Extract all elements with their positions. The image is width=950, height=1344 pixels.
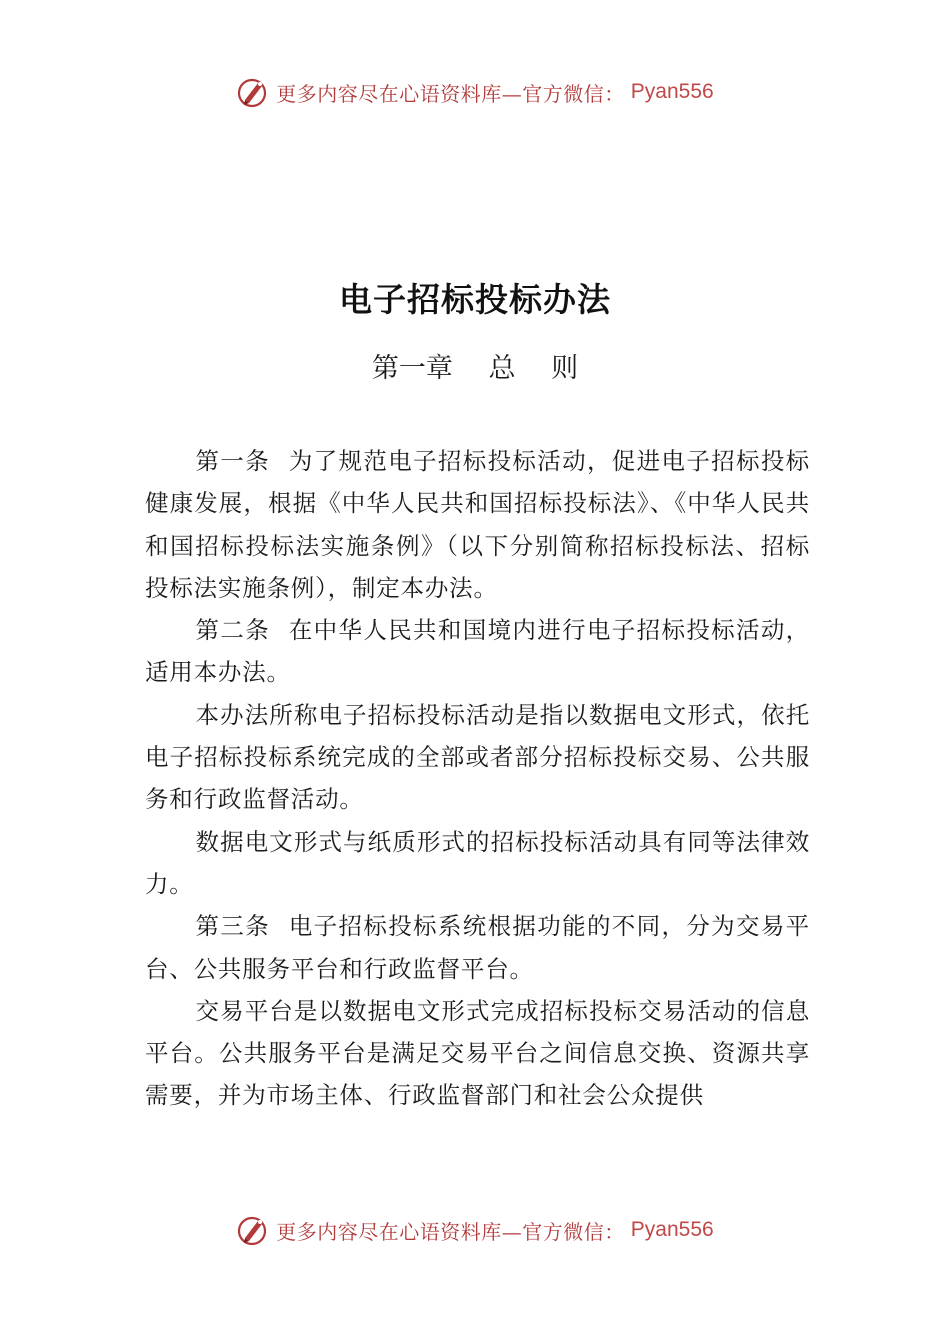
banner-wechat-id: Pyan556	[630, 1218, 714, 1241]
paragraph-text: 交易平台是以数据电文形式完成招标投标交易活动的信息平台。公共服务平台是满足交易平台之间信息交换、资源共享需要，并为市场主体、行政监督部门和社会公众提供	[145, 996, 810, 1110]
header-banner	[0, 70, 950, 114]
footer-banner	[0, 1208, 950, 1252]
paragraph	[145, 694, 810, 821]
paragraph	[145, 905, 810, 990]
paragraph-text: 电子招标投标系统根据功能的不同，分为交易平台、公共服务平台和行政监督平台。	[145, 912, 810, 983]
pen-logo-icon	[236, 1213, 270, 1247]
banner-promo-text: 更多内容尽在心语资料库—官方微信：	[276, 1219, 625, 1244]
article-number: 第一条	[195, 447, 271, 475]
paragraph	[145, 821, 810, 906]
article-number: 第二条	[195, 616, 271, 645]
banner-wechat-id: Pyan556	[630, 80, 714, 103]
paragraph	[145, 440, 810, 609]
paragraph-text: 在中华人民共和国境内进行电子招标投标活动，适用本办法。	[145, 616, 810, 687]
article-number: 第三条	[195, 912, 271, 941]
document-title: 电子招标投标办法	[339, 280, 611, 319]
paragraph-text: 数据电文形式与纸质形式的招标投标活动具有同等法律效力。	[145, 827, 810, 898]
paragraph-text: 为了规范电子招标投标活动，促进电子招标投标健康发展，根据《中华人民共和国招标投标法》、《中华人民共和国招标投标法实施条例》（以下分别简称招标投标法、招标投标法实施条例），制定本办法。	[145, 447, 810, 602]
chapter-heading: 第一章 总 则	[371, 353, 579, 384]
paragraph-text: 本办法所称电子招标投标活动是指以数据电文形式，依托电子招标投标系统完成的全部或者部分招标投标交易、公共服务和行政监督活动。	[145, 700, 810, 814]
paragraph	[145, 990, 810, 1117]
banner-promo-text: 更多内容尽在心语资料库—官方微信：	[276, 81, 625, 106]
paragraph	[145, 609, 810, 694]
document-body	[145, 440, 810, 1117]
pen-logo-icon	[236, 75, 270, 109]
